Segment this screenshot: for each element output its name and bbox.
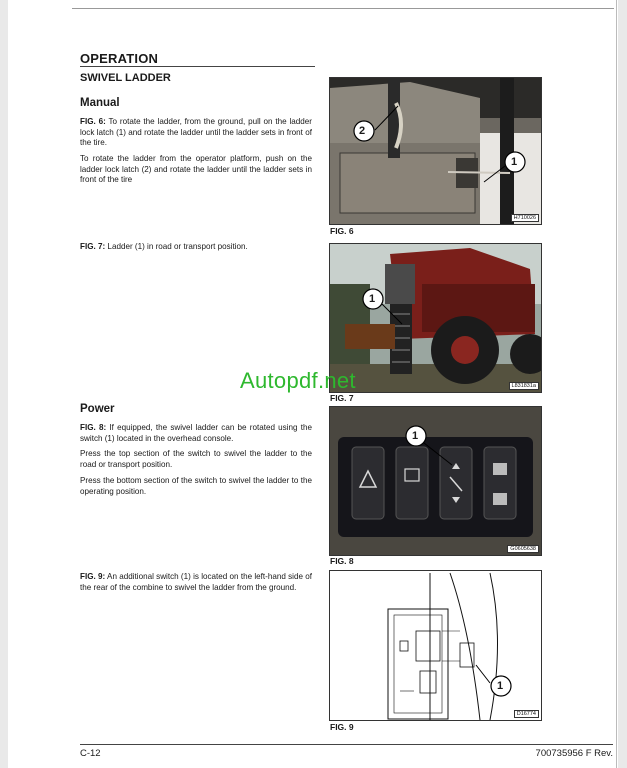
fig8-callout-1: 1 [412,430,419,442]
platform-paragraph: To rotate the ladder from the operator platform, push on the ladder lock latch (2) and rotate the ladder until the ladder sets in front of the tire [80,154,312,185]
section-title: OPERATION [80,51,159,66]
fig8-code: G0605638 [507,545,539,553]
fig6-paragraph [80,117,312,149]
fig9-drawing [329,570,542,721]
fig6-code: H710026 [511,214,539,222]
power-heading: Power [80,403,115,415]
subsection-title: SWIVEL LADDER [80,72,171,84]
fig8-paragraph [80,423,312,444]
top-rule [72,8,614,9]
fig6-callout-2: 2 [359,125,366,137]
fig9-text: An additional switch (1) is located on the left-hand side of the rear of the combine to swivel the ladder from the ground. [80,572,313,592]
manual-heading: Manual [80,97,120,109]
doc-number: 700735956 F Rev. [535,748,613,759]
fig8-ref: FIG. 8: [80,423,107,432]
fig8-photo [329,406,542,556]
top-section-paragraph: Press the top section of the switch to swivel the ladder to the road or transport position. [80,449,312,469]
fig6-callout-1: 1 [511,156,518,168]
fig8-caption: FIG. 8 [330,556,354,566]
fig6-text: To rotate the ladder, from the ground, pull on the ladder lock latch (1) and rotate the ladder until the ladder sets in front of the tire. [80,117,312,148]
footer-rule [80,744,613,745]
fig8-text: If equipped, the swivel ladder can be rotated using the switch (1) located in the overhead console. [80,423,312,443]
fig7-code: L831831a [509,382,539,390]
fig9-paragraph [80,572,312,593]
fig6-caption: FIG. 6 [330,226,354,236]
fig7-ref: FIG. 7: [80,242,106,251]
fig7-paragraph [80,242,312,253]
bottom-section-paragraph: Press the bottom section of the switch to swivel the ladder to the operating position. [80,476,312,496]
page-number: C-12 [80,748,101,759]
fig7-caption: FIG. 7 [330,393,354,403]
fig7-callout-1: 1 [369,293,376,305]
fig9-caption: FIG. 9 [330,722,354,732]
fig7-photo [329,243,542,393]
fig9-code: D16774 [514,710,539,718]
fig9-callout-1: 1 [497,680,504,692]
watermark: Autopdf.net [240,368,356,393]
section-rule [80,66,315,67]
fig6-ref: FIG. 6: [80,117,106,126]
fig7-text: Ladder (1) in road or transport position. [105,242,248,251]
fig6-photo [329,77,542,225]
fig9-ref: FIG. 9: [80,572,106,581]
page-edge [616,0,617,768]
